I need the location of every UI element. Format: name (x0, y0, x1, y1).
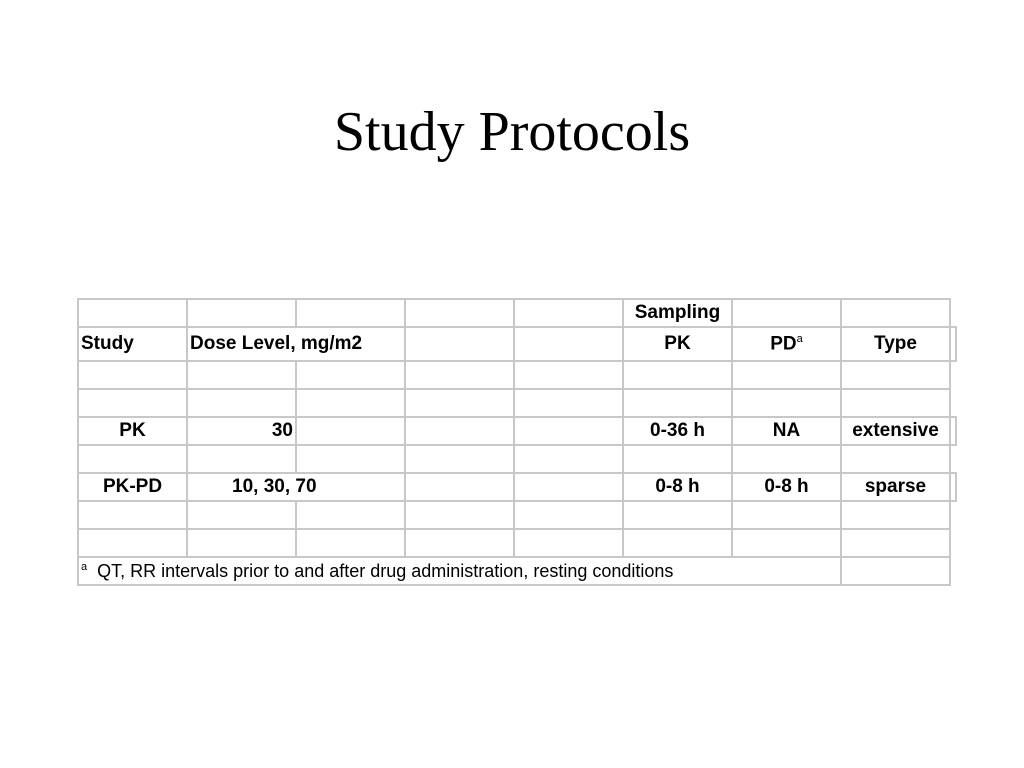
slide-title: Study Protocols (333, 101, 691, 163)
footnote-row (78, 557, 956, 585)
header-study: Study (78, 327, 187, 361)
pk-cell: 0-8 h (623, 473, 732, 501)
header-dose: Dose Level, mg/m2 (187, 327, 405, 361)
study-cell: PK (78, 417, 187, 445)
table-row (78, 445, 956, 473)
dose-cell: 30 (187, 417, 296, 445)
pd-cell: 0-8 h (732, 473, 841, 501)
type-cell: extensive (841, 417, 950, 445)
table-row (78, 473, 956, 501)
dose-cell: 10, 30, 70 (187, 473, 405, 501)
table-row (78, 417, 956, 445)
study-cell: PK-PD (78, 473, 187, 501)
header-pk: PK (623, 327, 732, 361)
table-row (78, 389, 956, 417)
header-row (78, 327, 956, 361)
pk-cell: 0-36 h (623, 417, 732, 445)
header-pd: $PD^a$ (732, 327, 841, 361)
table-row (78, 299, 956, 327)
footnote-ref: a (796, 332, 803, 345)
header-type: Type (841, 327, 950, 361)
footnote: $^a$ QT, RR intervals prior to and after drug administration, resting conditions (78, 557, 841, 585)
study-protocols-table (77, 298, 957, 586)
table-row (78, 529, 956, 557)
type-cell: sparse (841, 473, 950, 501)
table-row (78, 361, 956, 389)
sampling-header: Sampling (623, 299, 732, 327)
table-row (78, 501, 956, 529)
pd-cell: NA (732, 417, 841, 445)
